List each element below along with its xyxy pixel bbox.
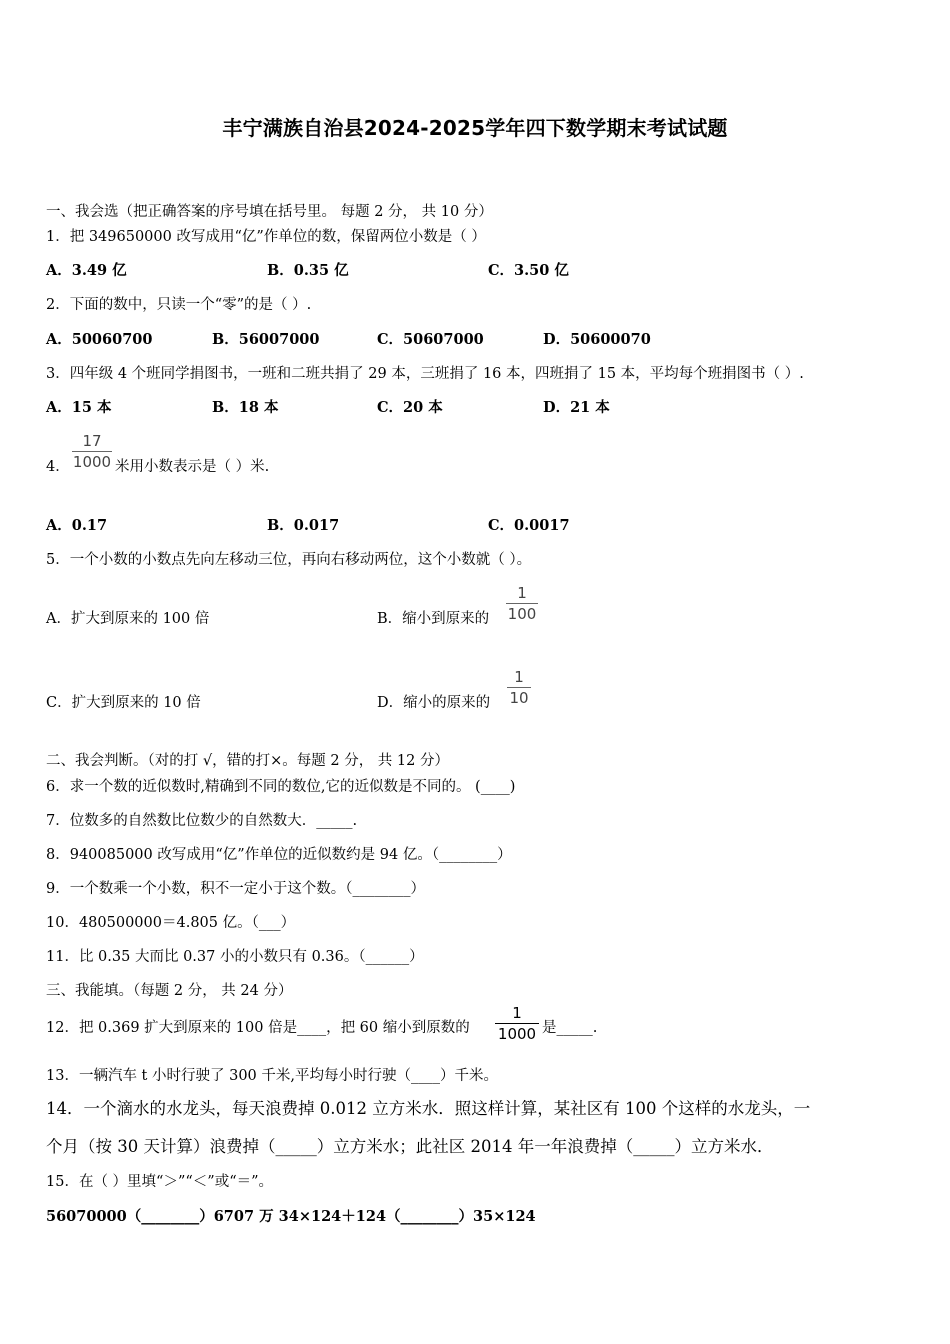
q15-comparisons: 56070000（________）6707 万 34×124＋124（________）35×124 [46, 1208, 536, 1225]
page-title: 丰宁满族自治县2024-2025学年四下数学期末考试试题 [222, 116, 728, 140]
q5-d-denominator: 10 [509, 689, 529, 707]
section2-heading: 二、我会判断。（对的打 √，错的打×。每题 2 分， 共 12 分） [46, 753, 449, 769]
q15-stem: 15．在（ ）里填“＞”“＜”或“＝”。 [46, 1174, 274, 1190]
q12-fraction [495, 1004, 539, 1043]
q14-line2: 个月（按 30 天计算）浪费掉（_____）立方米水；此社区 2014 年一年浪费掉（_____）立方米水． [46, 1137, 774, 1156]
q5-option-d: D．缩小的原来的 [377, 695, 491, 711]
q12-denominator: 1000 [497, 1025, 537, 1043]
q5-b-denominator: 100 [507, 605, 537, 623]
q5-b-numerator: 1 [517, 584, 527, 602]
q5-option-c: C．扩大到原来的 10 倍 [46, 695, 201, 711]
q3-option-a: A．15 本 [46, 399, 112, 416]
q5-option-b: B．缩小到原来的 [377, 611, 490, 627]
q1-option-a: A．3.49 亿 [46, 262, 127, 279]
fraction-bar [506, 603, 538, 604]
q4-option-c: C．0.0017 [488, 517, 570, 534]
q4-prefix: 4． [46, 459, 70, 475]
q7: 7．位数多的自然数比位数少的自然数大．_____. [46, 813, 358, 829]
q4-fraction-numerator: 17 [82, 432, 102, 450]
q4-fraction-denominator: 1000 [72, 453, 112, 471]
q9: 9．一个数乘一个小数，积不一定小于这个数。（________） [46, 881, 425, 897]
q4-option-b: B．0.017 [267, 517, 340, 534]
q3-option-c: C．20 本 [377, 399, 443, 416]
q2-option-c: C．50607000 [377, 331, 484, 348]
q5-d-numerator: 1 [514, 668, 524, 686]
q5-d-fraction [507, 668, 531, 707]
q12-suffix: 是_____. [542, 1020, 598, 1036]
q4-suffix: 米用小数表示是（ ）米. [115, 459, 270, 475]
q4-option-a: A．0.17 [46, 517, 108, 534]
q4-fraction [72, 432, 112, 471]
q14-line1: 14．一个滴水的水龙头，每天浪费掉 0.012 立方米水．照这样计算，某社区有 100 个这样的水龙头，一 [46, 1099, 811, 1118]
fraction-bar [507, 687, 531, 688]
q3-option-b: B．18 本 [212, 399, 279, 416]
q1-option-c: C．3.50 亿 [488, 262, 569, 279]
q2-option-d: D．50600070 [543, 331, 651, 348]
q10: 10．480500000＝4.805 亿。（___） [46, 915, 296, 931]
fraction-bar [495, 1023, 539, 1024]
q5-option-a: A．扩大到原来的 100 倍 [46, 611, 210, 627]
q2-option-b: B．56007000 [212, 331, 320, 348]
q12-prefix: 12．把 0.369 扩大到原来的 100 倍是____，把 60 缩小到原数的 [46, 1020, 470, 1036]
q11: 11．比 0.35 大而比 0.37 小的小数只有 0.36。（______） [46, 949, 424, 965]
q5-b-fraction [506, 584, 538, 623]
section3-heading: 三、我能填。（每题 2 分， 共 24 分） [46, 983, 293, 999]
q3-stem: 3．四年级 4 个班同学捐图书，一班和二班共捐了 29 本，三班捐了 16 本，四班捐了 15 本，平均每个班捐图书（ ）. [46, 366, 804, 382]
q2-stem: 2．下面的数中，只读一个“零”的是（ ）. [46, 297, 312, 313]
q1-stem: 1．把 349650000 改写成用“亿”作单位的数，保留两位小数是（ ） [46, 229, 486, 245]
q12-numerator: 1 [512, 1004, 522, 1022]
section1-heading: 一、我会选（把正确答案的序号填在括号里。 每题 2 分， 共 10 分） [46, 204, 493, 220]
q3-option-d: D．21 本 [543, 399, 610, 416]
q13: 13．一辆汽车 t 小时行驶了 300 千米,平均每小时行驶（____）千米。 [46, 1068, 498, 1084]
q5-stem: 5．一个小数的小数点先向左移动三位，再向右移动两位，这个小数就（ ）。 [46, 552, 532, 568]
q6: 6．求一个数的近似数时,精确到不同的数位,它的近似数是不同的。 (____) [46, 779, 516, 795]
q1-option-b: B．0.35 亿 [267, 262, 349, 279]
q2-option-a: A．50060700 [46, 331, 153, 348]
fraction-bar [72, 451, 112, 452]
q8: 8．940085000 改写成用“亿”作单位的近似数约是 94 亿。（________） [46, 847, 512, 863]
